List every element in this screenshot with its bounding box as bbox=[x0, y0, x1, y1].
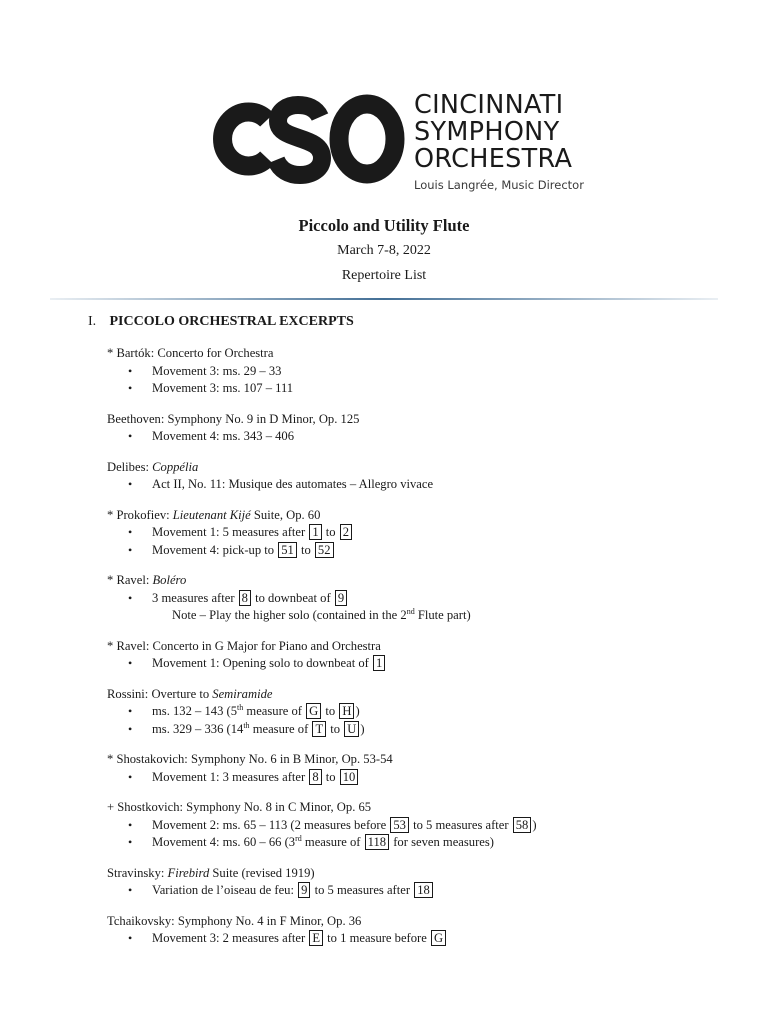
excerpt-bullets bbox=[107, 769, 747, 787]
rehearsal-mark: 10 bbox=[340, 769, 359, 785]
rehearsal-mark: 18 bbox=[414, 882, 433, 898]
rehearsal-mark: 8 bbox=[309, 769, 321, 785]
logo-music-director: Louis Langrée, Music Director bbox=[414, 178, 584, 192]
excerpt-bullets bbox=[107, 524, 747, 559]
ordinal-suffix: nd bbox=[406, 606, 415, 616]
rehearsal-mark: 8 bbox=[239, 590, 251, 606]
page-title: Piccolo and Utility Flute bbox=[298, 216, 470, 235]
excerpt-bullet: • ms. 329 – 336 (14th measure of T to U ) bbox=[107, 721, 747, 739]
rehearsal-mark: U bbox=[344, 721, 359, 737]
rehearsal-mark: 118 bbox=[365, 834, 389, 850]
work-title-italic: Lieutenant Kijé bbox=[172, 507, 251, 522]
cso-wordmark-logo bbox=[192, 84, 407, 194]
excerpt-bullet: • Movement 1: 5 measures after 1 to 2 bbox=[107, 524, 747, 542]
rehearsal-mark: 52 bbox=[315, 542, 334, 558]
rehearsal-mark: 9 bbox=[335, 590, 347, 606]
excerpt-bullet: • Movement 4: ms. 60 – 66 (3rd measure of 118 for seven measures) bbox=[107, 834, 747, 852]
excerpt-entry bbox=[107, 865, 747, 900]
excerpt-work-title: Stravinsky: Firebird Suite (revised 1919) bbox=[107, 865, 315, 880]
excerpt-note: Note – Play the higher solo (contained in the 2nd Flute part) bbox=[172, 606, 471, 622]
rehearsal-mark: G bbox=[306, 703, 321, 719]
excerpt-bullets bbox=[107, 703, 747, 738]
excerpt-entry bbox=[107, 411, 747, 446]
excerpt-bullet: • Movement 3: 2 measures after E to 1 measure before G bbox=[107, 930, 747, 948]
cso-logo bbox=[192, 84, 582, 194]
excerpt-entry bbox=[107, 572, 747, 625]
rehearsal-mark: 1 bbox=[309, 524, 321, 540]
rehearsal-mark: E bbox=[309, 930, 323, 946]
excerpt-work-title: * Shostakovich: Symphony No. 6 in B Minor, Op. 53-54 bbox=[107, 752, 393, 766]
rehearsal-mark: 9 bbox=[298, 882, 310, 898]
excerpt-bullets bbox=[107, 590, 747, 608]
ordinal-suffix: rd bbox=[295, 833, 302, 843]
logo-line-3: ORCHESTRA bbox=[414, 144, 573, 174]
excerpt-bullet: • Movement 1: Opening solo to downbeat of 1 bbox=[107, 655, 747, 673]
excerpt-entry bbox=[107, 799, 747, 852]
excerpt-entry bbox=[107, 638, 747, 673]
work-title-italic: Firebird bbox=[167, 865, 210, 880]
excerpt-bullet: • Movement 4: ms. 343 – 406 bbox=[107, 428, 747, 446]
excerpt-work-title: Tchaikovsky: Symphony No. 4 in F Minor, Op. 36 bbox=[107, 913, 362, 928]
page-subtitle: Repertoire List bbox=[341, 268, 427, 283]
excerpt-work-title: * Ravel: Boléro bbox=[107, 573, 187, 587]
excerpt-bullets bbox=[107, 655, 747, 673]
excerpt-work-title: * Ravel: Concerto in G Major for Piano and Orchestra bbox=[107, 638, 381, 653]
excerpt-list bbox=[107, 345, 747, 961]
excerpt-bullet: • Movement 2: ms. 65 – 113 (2 measures before 53 to 5 measures after 58 ) bbox=[107, 817, 747, 835]
ordinal-suffix: th bbox=[237, 702, 244, 712]
excerpt-bullet: • Movement 1: 3 measures after 8 to 10 bbox=[107, 769, 747, 787]
excerpt-entry bbox=[107, 507, 747, 560]
rehearsal-mark: 1 bbox=[373, 655, 385, 671]
excerpt-bullets bbox=[107, 428, 747, 446]
excerpt-entry bbox=[107, 345, 747, 398]
excerpt-bullet: • Movement 4: pick-up to 51 to 52 bbox=[107, 542, 747, 560]
excerpt-work-title: + Shostkovich: Symphony No. 8 in C Minor, Op. 65 bbox=[107, 800, 372, 814]
work-title-italic: Semiramide bbox=[212, 686, 273, 701]
rehearsal-mark: T bbox=[312, 721, 326, 737]
excerpt-bullets bbox=[107, 363, 747, 398]
excerpt-bullets bbox=[107, 476, 747, 494]
ordinal-suffix: th bbox=[243, 720, 250, 730]
excerpt-bullets bbox=[107, 817, 747, 852]
excerpt-bullet: • Variation de l’oiseau de feu: 9 to 5 measures after 18 bbox=[107, 882, 747, 900]
excerpt-work-title: * Prokofiev: Lieutenant Kijé Suite, Op. 60 bbox=[107, 507, 321, 522]
logo-line-1: CINCINNATI bbox=[414, 90, 564, 120]
section-number: I. bbox=[88, 314, 97, 329]
logo-line-2: SYMPHONY bbox=[414, 117, 560, 147]
excerpt-work-title: * Bartók: Concerto for Orchestra bbox=[107, 346, 274, 360]
rehearsal-mark: 2 bbox=[340, 524, 352, 540]
excerpt-work-title: Rossini: Overture to Semiramide bbox=[107, 686, 273, 701]
work-title-italic: Boléro bbox=[152, 573, 187, 587]
excerpt-entry bbox=[107, 459, 747, 494]
rehearsal-mark: 53 bbox=[390, 817, 409, 833]
excerpt-entry bbox=[107, 751, 747, 786]
excerpt-bullets bbox=[107, 930, 747, 948]
excerpt-entry bbox=[107, 686, 747, 739]
rehearsal-mark: H bbox=[339, 703, 354, 719]
rehearsal-mark: G bbox=[431, 930, 446, 946]
excerpt-entry bbox=[107, 913, 747, 948]
divider-rule bbox=[50, 298, 718, 300]
excerpt-bullet: • 3 measures after 8 to downbeat of 9 bbox=[107, 590, 747, 608]
excerpt-bullets bbox=[107, 882, 747, 900]
excerpt-work-title: Delibes: Coppélia bbox=[107, 459, 199, 474]
section-heading bbox=[88, 314, 354, 330]
excerpt-work-title: Beethoven: Symphony No. 9 in D Minor, Op. 125 bbox=[107, 411, 360, 426]
audition-date: March 7-8, 2022 bbox=[337, 243, 431, 258]
rehearsal-mark: 51 bbox=[278, 542, 297, 558]
excerpt-bullet: • Act II, No. 11: Musique des automates – Allegro vivace bbox=[107, 476, 747, 494]
rehearsal-mark: 58 bbox=[513, 817, 532, 833]
excerpt-bullet: • Movement 3: ms. 29 – 33 bbox=[107, 363, 747, 381]
work-title-italic: Coppélia bbox=[152, 459, 199, 474]
excerpt-bullet: • ms. 132 – 143 (5th measure of G to H ) bbox=[107, 703, 747, 721]
excerpt-bullet: • Movement 3: ms. 107 – 111 bbox=[107, 380, 747, 398]
section-title: PICCOLO ORCHESTRAL EXCERPTS bbox=[109, 314, 354, 329]
